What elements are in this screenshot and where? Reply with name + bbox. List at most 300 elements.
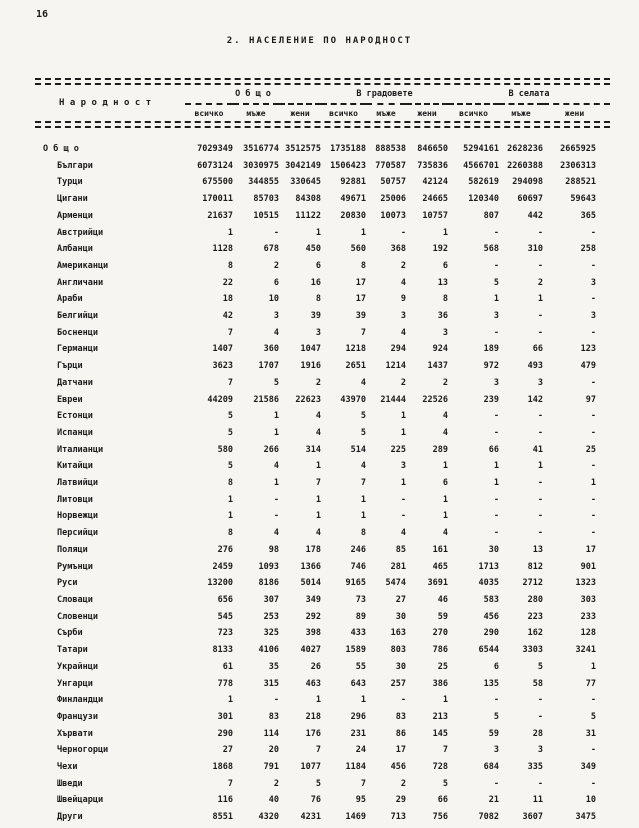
value-cell: 76 [310, 795, 321, 806]
value-cell: 5 [315, 778, 321, 789]
value-cell: 770587 [375, 160, 406, 171]
value-cell: 58 [532, 678, 543, 689]
value-cell: 1 [493, 461, 499, 472]
value-cell: 778 [217, 678, 233, 689]
value-cell: 386 [432, 678, 448, 689]
value-cell: 349 [305, 594, 321, 605]
value-cell: 98 [268, 544, 279, 555]
ethnicity-name: Персийци [57, 528, 98, 539]
table-row [35, 676, 610, 693]
value-cell: 59 [488, 728, 499, 739]
value-cell: - [590, 227, 596, 238]
ethnicity-name: Словаци [57, 594, 93, 605]
value-cell: 2 [442, 377, 448, 388]
value-cell: 1735188 [330, 144, 366, 154]
table-row [35, 609, 610, 626]
value-cell: 176 [305, 728, 321, 739]
value-cell: - [537, 478, 543, 489]
value-cell: 66 [488, 444, 499, 455]
value-cell: 21444 [380, 394, 406, 405]
value-cell: 30 [395, 661, 406, 672]
value-cell: 3 [537, 377, 543, 388]
table-row [35, 659, 610, 676]
table-row [35, 575, 610, 592]
col-group-total: О б щ о [185, 85, 321, 104]
value-cell: 1 [315, 695, 321, 706]
ethnicity-name: Евреи [57, 394, 83, 405]
value-cell: 7 [360, 778, 366, 789]
value-cell: 545 [217, 611, 233, 622]
value-cell: 8 [360, 528, 366, 539]
value-cell: 30 [488, 544, 499, 555]
value-cell: - [537, 427, 543, 438]
table-row [35, 458, 610, 475]
value-cell: 6073124 [197, 160, 233, 171]
value-cell: 21637 [207, 210, 233, 221]
value-cell: 77 [585, 678, 596, 689]
value-cell: 83 [268, 711, 279, 722]
value-cell: 315 [263, 678, 279, 689]
value-cell: 303 [580, 594, 596, 605]
value-cell: 5 [227, 427, 233, 438]
value-cell: - [590, 745, 596, 756]
value-cell: 192 [432, 244, 448, 255]
value-cell: 1 [442, 511, 448, 522]
value-cell: 812 [527, 561, 543, 572]
value-cell: 292 [305, 611, 321, 622]
table-row [35, 792, 610, 809]
value-cell: 60697 [517, 194, 543, 205]
value-cell: - [537, 411, 543, 422]
value-cell: 170011 [202, 194, 233, 205]
ethnicity-name: Финландци [57, 695, 104, 706]
value-cell: 46 [437, 594, 448, 605]
value-cell: 1 [442, 695, 448, 706]
value-cell: 4 [400, 277, 406, 288]
value-cell: - [590, 294, 596, 305]
value-cell: 1 [273, 427, 279, 438]
value-cell: - [273, 511, 279, 522]
table-row [35, 408, 610, 425]
value-cell: - [273, 227, 279, 238]
value-cell: 9165 [345, 578, 366, 589]
value-cell: 1 [590, 661, 596, 672]
table-row [35, 726, 610, 743]
value-cell: 22623 [295, 394, 321, 405]
col-group-cities: В градовете [321, 85, 448, 104]
value-cell: 1437 [427, 361, 448, 372]
value-cell: 3241 [575, 645, 596, 656]
value-cell: 3 [590, 311, 596, 322]
value-cell: 4231 [300, 812, 321, 823]
value-cell: 365 [580, 210, 596, 221]
table-row [35, 325, 610, 342]
value-cell: 1 [400, 427, 406, 438]
col-header-men: мъже [511, 109, 531, 118]
value-cell: 479 [580, 361, 596, 372]
col-header-women: жени [290, 109, 310, 118]
value-cell: 4 [400, 528, 406, 539]
value-cell: 580 [217, 444, 233, 455]
value-cell: 678 [263, 244, 279, 255]
value-cell: 6 [442, 478, 448, 489]
value-cell: 8 [227, 478, 233, 489]
value-cell: 4 [442, 528, 448, 539]
table-row [35, 542, 610, 559]
value-cell: 3 [273, 311, 279, 322]
value-cell: 42 [222, 311, 233, 322]
value-cell: 21586 [253, 394, 279, 405]
value-cell: 1 [315, 227, 321, 238]
value-cell: 6 [315, 260, 321, 271]
value-cell: 4 [315, 427, 321, 438]
ethnicity-name: Араби [57, 294, 83, 305]
value-cell: 296 [350, 711, 366, 722]
value-cell: 290 [483, 628, 499, 639]
table-row [35, 191, 610, 208]
value-cell: 4 [360, 377, 366, 388]
value-cell: - [590, 411, 596, 422]
value-cell: 735836 [417, 160, 448, 171]
value-cell: 162 [527, 628, 543, 639]
col-header-men: мъже [246, 109, 266, 118]
ethnicity-name: Унгарци [57, 678, 93, 689]
value-cell: 17 [355, 294, 366, 305]
value-cell: - [493, 511, 499, 522]
ethnicity-name: Турци [57, 177, 83, 188]
table-row [35, 275, 610, 292]
value-cell: 231 [350, 728, 366, 739]
value-cell: 39 [355, 311, 366, 322]
value-cell: 85 [395, 544, 406, 555]
value-cell: 270 [432, 628, 448, 639]
value-cell: 924 [432, 344, 448, 355]
value-cell: 83 [395, 711, 406, 722]
value-cell: 2306313 [560, 160, 596, 171]
value-cell: 13 [532, 544, 543, 555]
value-cell: 135 [483, 678, 499, 689]
ethnicity-name: Естонци [57, 411, 93, 422]
value-cell: 456 [483, 611, 499, 622]
value-cell: 120340 [468, 194, 499, 205]
value-cell: 8551 [212, 812, 233, 823]
value-cell: 335 [527, 762, 543, 773]
table-row [35, 341, 610, 358]
table-row [35, 625, 610, 642]
value-cell: 10073 [380, 210, 406, 221]
value-cell: 1 [537, 461, 543, 472]
value-cell: 2 [273, 260, 279, 271]
value-cell: 1 [360, 494, 366, 505]
table-row [35, 809, 610, 826]
value-cell: 3 [590, 277, 596, 288]
value-cell: 97 [585, 394, 596, 405]
ethnicity-name: О б щ о [43, 144, 79, 154]
value-cell: 7 [360, 327, 366, 338]
value-cell: 55 [355, 661, 366, 672]
ethnicity-name: Албанци [57, 244, 93, 255]
value-cell: 30 [395, 611, 406, 622]
value-cell: 8 [315, 294, 321, 305]
value-cell: 7 [227, 778, 233, 789]
table-row [35, 358, 610, 375]
col-header-all: всичко [459, 109, 488, 118]
value-cell: - [400, 494, 406, 505]
ethnicity-name: Българи [57, 160, 93, 171]
value-cell: 1407 [212, 344, 233, 355]
value-cell: - [537, 311, 543, 322]
page-number: 16 [36, 9, 49, 20]
ethnicity-table-data [35, 141, 610, 826]
table-row [35, 425, 610, 442]
value-cell: 178 [305, 544, 321, 555]
value-cell: 266 [263, 444, 279, 455]
value-cell: - [590, 461, 596, 472]
value-cell: 4035 [478, 578, 499, 589]
ethnicity-name: Руси [57, 578, 78, 589]
value-cell: 8 [442, 294, 448, 305]
value-cell: - [400, 227, 406, 238]
table-rule-header-bottom [35, 121, 610, 128]
ethnicity-name: Китайци [57, 461, 93, 472]
value-cell: 2665925 [560, 144, 596, 154]
ethnicity-name: Белгийци [57, 311, 98, 322]
value-cell: 114 [263, 728, 279, 739]
ethnicity-name: Италианци [57, 444, 104, 455]
value-cell: 1 [590, 478, 596, 489]
value-cell: 1 [315, 494, 321, 505]
value-cell: 218 [305, 711, 321, 722]
value-cell: 1323 [575, 578, 596, 589]
value-cell: 3 [493, 377, 499, 388]
value-cell: 5 [590, 711, 596, 722]
value-cell: 1218 [345, 344, 366, 355]
value-cell: 73 [355, 594, 366, 605]
value-cell: 1128 [212, 244, 233, 255]
value-cell: 442 [527, 210, 543, 221]
ethnicity-name: Германци [57, 344, 98, 355]
value-cell: 5 [360, 427, 366, 438]
col-header-women: жени [417, 109, 437, 118]
value-cell: 225 [390, 444, 406, 455]
value-cell: 89 [355, 611, 366, 622]
ethnicity-name: Цигани [57, 194, 88, 205]
value-cell: 10515 [253, 210, 279, 221]
value-cell: 2 [400, 377, 406, 388]
value-cell: 3 [493, 745, 499, 756]
value-cell: 5 [227, 461, 233, 472]
value-cell: 2651 [345, 361, 366, 372]
value-cell: - [537, 711, 543, 722]
value-cell: 17 [355, 277, 366, 288]
value-cell: 25006 [380, 194, 406, 205]
value-cell: 10 [585, 795, 596, 806]
value-cell: 25 [585, 444, 596, 455]
value-cell: 17 [395, 745, 406, 756]
value-cell: 791 [263, 762, 279, 773]
table-row [35, 759, 610, 776]
value-cell: 7 [315, 478, 321, 489]
value-cell: 21 [488, 795, 499, 806]
ethnicity-name: Французи [57, 711, 98, 722]
table-row [35, 776, 610, 793]
value-cell: 5 [493, 277, 499, 288]
value-cell: 1077 [300, 762, 321, 773]
table-row [35, 492, 610, 509]
value-cell: - [590, 427, 596, 438]
value-cell: 1 [227, 695, 233, 706]
value-cell: 3030975 [243, 160, 279, 171]
value-cell: 4 [360, 461, 366, 472]
value-cell: 307 [263, 594, 279, 605]
value-cell: 746 [350, 561, 366, 572]
col-header-ethnicity: Н а р о д н о с т [59, 98, 152, 108]
value-cell: 4027 [300, 645, 321, 656]
value-cell: 5 [493, 711, 499, 722]
table-row [35, 375, 610, 392]
value-cell: 116 [217, 795, 233, 806]
value-cell: 49671 [340, 194, 366, 205]
value-cell: 8 [360, 260, 366, 271]
value-cell: 27 [222, 745, 233, 756]
value-cell: 16 [310, 277, 321, 288]
table-rule-top [35, 78, 610, 85]
table-row [35, 508, 610, 525]
value-cell: 7 [227, 327, 233, 338]
value-cell: 2 [315, 377, 321, 388]
ethnicity-name: Чехи [57, 762, 78, 773]
ethnicity-name: Шведи [57, 778, 83, 789]
value-cell: 223 [527, 611, 543, 622]
table-row [35, 241, 610, 258]
col-group-villages: В селата [448, 85, 610, 104]
value-cell: 325 [263, 628, 279, 639]
value-cell: - [493, 427, 499, 438]
value-cell: 3607 [522, 812, 543, 823]
value-cell: 280 [527, 594, 543, 605]
value-cell: 1 [227, 494, 233, 505]
value-cell: - [493, 327, 499, 338]
value-cell: 294 [390, 344, 406, 355]
value-cell: 123 [580, 344, 596, 355]
value-cell: 6 [273, 277, 279, 288]
value-cell: 7 [315, 745, 321, 756]
col-header-women: жени [564, 109, 585, 118]
value-cell: 7 [360, 478, 366, 489]
value-cell: 20 [268, 745, 279, 756]
table-row [35, 141, 610, 158]
value-cell: 583 [483, 594, 499, 605]
value-cell: 4 [442, 411, 448, 422]
col-header-all: всичко [194, 109, 224, 118]
value-cell: 1 [442, 461, 448, 472]
table-row [35, 291, 610, 308]
value-cell: - [537, 511, 543, 522]
value-cell: 4 [273, 528, 279, 539]
value-cell: 3 [442, 327, 448, 338]
value-cell: 3516774 [243, 144, 279, 154]
value-cell: 582619 [468, 177, 499, 188]
ethnicity-name: Швейцарци [57, 795, 104, 806]
value-cell: 290 [217, 728, 233, 739]
value-cell: 1916 [300, 361, 321, 372]
value-cell: 349 [580, 762, 596, 773]
ethnicity-name: Литовци [57, 494, 93, 505]
value-cell: 35 [268, 661, 279, 672]
value-cell: 10 [268, 294, 279, 305]
value-cell: 1506423 [330, 160, 366, 171]
value-cell: 1184 [345, 762, 366, 773]
value-cell: 1868 [212, 762, 233, 773]
value-cell: 398 [305, 628, 321, 639]
value-cell: 1 [442, 227, 448, 238]
value-cell: 1047 [300, 344, 321, 355]
value-cell: 6 [442, 260, 448, 271]
value-cell: - [590, 260, 596, 271]
value-cell: 26 [310, 661, 321, 672]
value-cell: - [493, 528, 499, 539]
value-cell: 22 [222, 277, 233, 288]
value-cell: 3623 [212, 361, 233, 372]
table-row [35, 225, 610, 242]
value-cell: 643 [350, 678, 366, 689]
value-cell: 233 [580, 611, 596, 622]
value-cell: 289 [432, 444, 448, 455]
value-cell: 11122 [295, 210, 321, 221]
table-row [35, 308, 610, 325]
value-cell: - [590, 327, 596, 338]
value-cell: 1366 [300, 561, 321, 572]
value-cell: 3 [400, 311, 406, 322]
value-cell: 3042149 [285, 160, 321, 171]
value-cell: 7082 [478, 812, 499, 823]
value-cell: 3475 [575, 812, 596, 823]
value-cell: 3 [400, 461, 406, 472]
value-cell: 239 [483, 394, 499, 405]
value-cell: 1589 [345, 645, 366, 656]
value-cell: 5 [360, 411, 366, 422]
value-cell: - [493, 227, 499, 238]
value-cell: 43970 [340, 394, 366, 405]
col-header-men: мъже [376, 109, 396, 118]
value-cell: 4 [273, 327, 279, 338]
value-cell: 656 [217, 594, 233, 605]
ethnicity-name: Черногорци [57, 745, 109, 756]
ethnicity-name: Босненци [57, 327, 98, 338]
value-cell: 1 [360, 511, 366, 522]
value-cell: 2712 [522, 578, 543, 589]
value-cell: 4 [273, 461, 279, 472]
value-cell: 2 [400, 778, 406, 789]
ethnicity-table [35, 78, 610, 826]
value-cell: 7 [442, 745, 448, 756]
value-cell: 568 [483, 244, 499, 255]
value-cell: - [400, 511, 406, 522]
value-cell: 360 [263, 344, 279, 355]
value-cell: 84308 [295, 194, 321, 205]
value-cell: 61 [222, 661, 233, 672]
value-cell: 1 [400, 411, 406, 422]
value-cell: 514 [350, 444, 366, 455]
value-cell: 1 [227, 227, 233, 238]
value-cell: 972 [483, 361, 499, 372]
ethnicity-name: Норвежци [57, 511, 98, 522]
ethnicity-name: Поляци [57, 544, 88, 555]
value-cell: 8 [227, 528, 233, 539]
value-cell: 1 [537, 294, 543, 305]
value-cell: 463 [305, 678, 321, 689]
value-cell: 1 [400, 478, 406, 489]
